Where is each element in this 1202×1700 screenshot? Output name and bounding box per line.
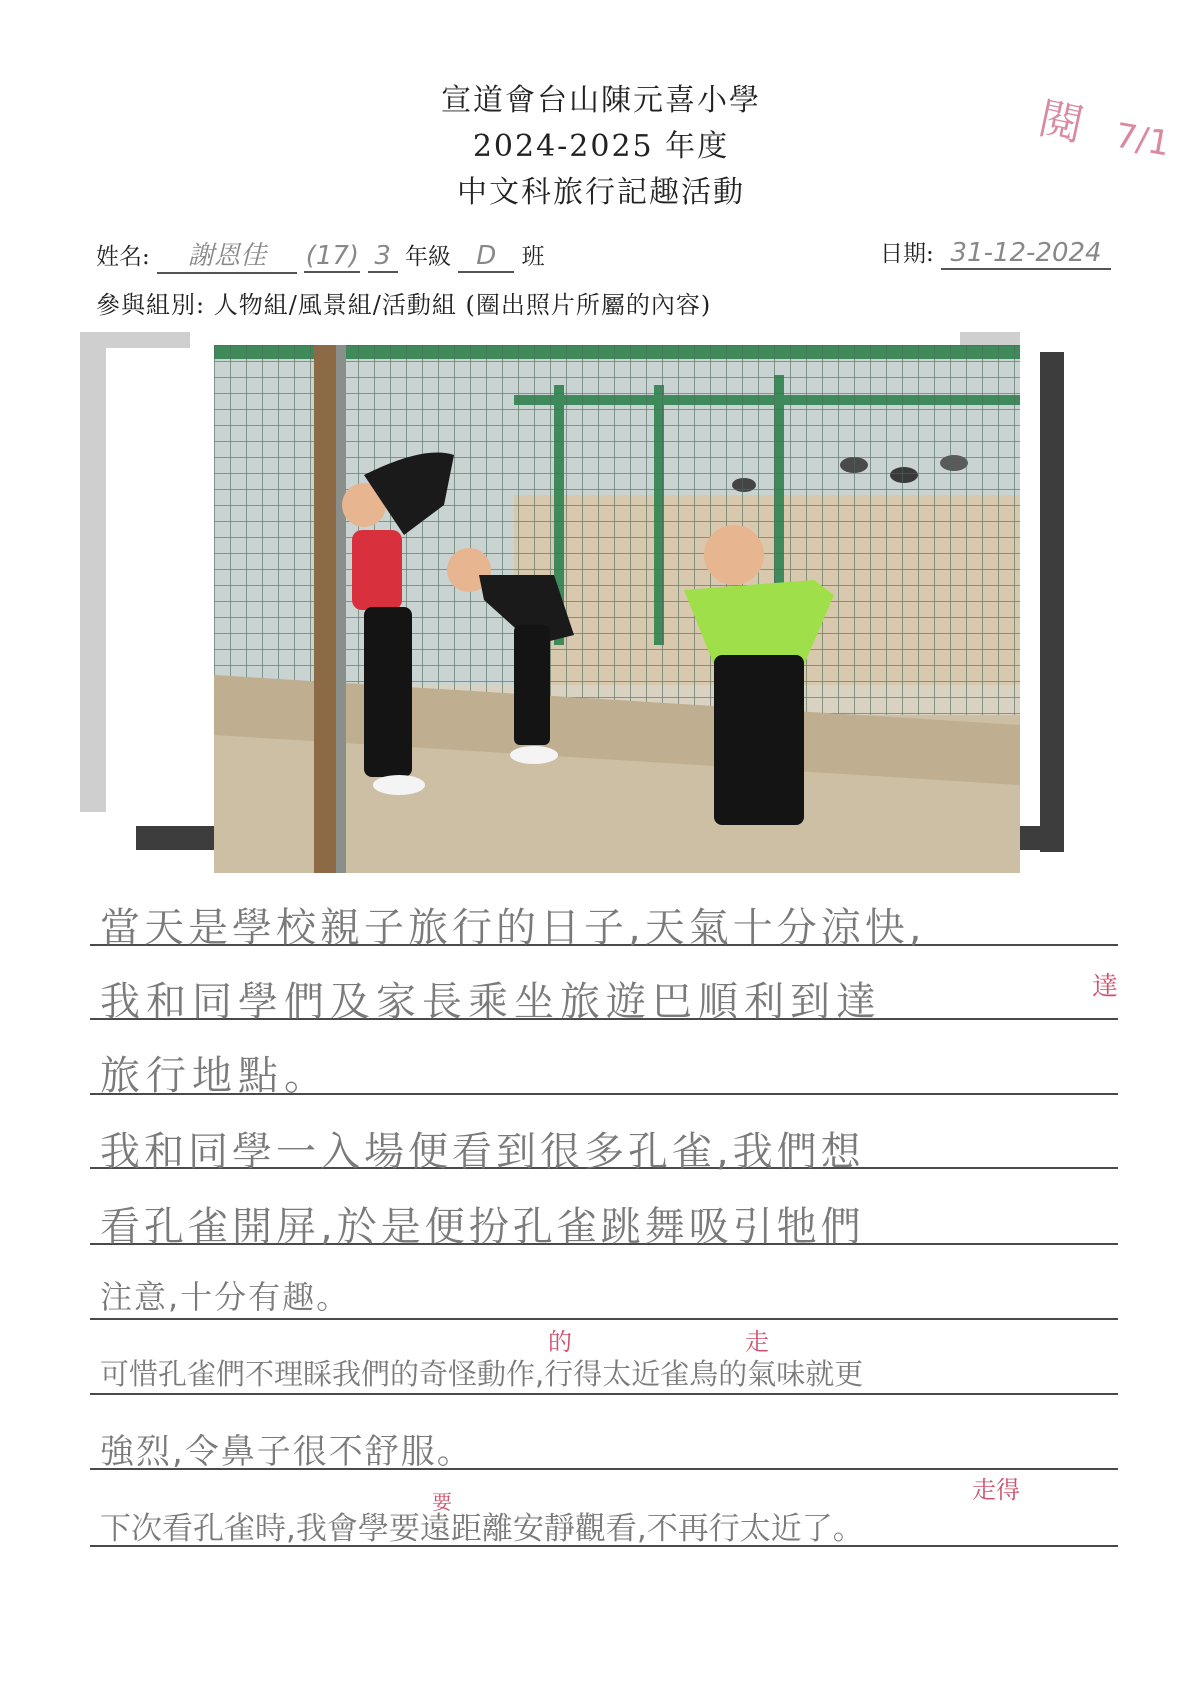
teacher-date-mark: 7/1 bbox=[1111, 115, 1173, 165]
school-year: 2024-2025 年度 bbox=[472, 129, 730, 164]
correction-mark: 走 bbox=[745, 1328, 769, 1356]
correction-mark: 要 bbox=[432, 1490, 452, 1514]
date-field: 31-12-2024 bbox=[941, 238, 1111, 270]
trip-photo bbox=[214, 345, 1020, 873]
essay-line-6: 注意,十分有趣。 bbox=[100, 1278, 351, 1316]
grade-field: 3 bbox=[368, 241, 398, 273]
ruled-line bbox=[90, 1318, 1118, 1320]
student-info-row bbox=[96, 235, 545, 274]
frame-bar-left bbox=[80, 332, 106, 812]
worksheet-header bbox=[0, 78, 1202, 216]
activity-title: 中文科旅行記趣活動 bbox=[457, 175, 745, 210]
date-row bbox=[880, 235, 1111, 270]
class-number-field: (17) bbox=[305, 241, 360, 271]
group-selection-row: 參與組別: 人物組/風景組/活動組 (圈出照片所屬的內容) bbox=[96, 291, 712, 319]
class-field: D bbox=[458, 241, 514, 273]
essay-line-3: 旅行地點。 bbox=[100, 1053, 330, 1099]
essay-line-9: 下次看孔雀時,我會學要遠距離安靜觀看,不再行太近了。 bbox=[100, 1511, 864, 1547]
class-label: 班 bbox=[521, 244, 545, 270]
correction-mark: 的 bbox=[548, 1328, 572, 1356]
grade-label: 年級 bbox=[405, 244, 451, 270]
essay-line-8: 強烈,令鼻子很不舒服。 bbox=[100, 1432, 473, 1472]
teacher-read-stamp: 閱 bbox=[1034, 92, 1088, 152]
essay-line-4: 我和同學一入場便看到很多孔雀,我們想 bbox=[100, 1129, 865, 1175]
frame-bar-top-left bbox=[80, 332, 190, 348]
date-label: 日期: bbox=[880, 241, 934, 267]
ruled-line bbox=[90, 1393, 1118, 1395]
essay-line-2: 我和同學們及家長乘坐旅遊巴順利到達 bbox=[100, 979, 882, 1025]
essay-line-1: 當天是學校親子旅行的日子,天氣十分涼快, bbox=[100, 905, 926, 951]
correction-mark: 達 bbox=[1092, 972, 1119, 1002]
correction-mark: 走得 bbox=[972, 1476, 1020, 1504]
name-label: 姓名: bbox=[96, 244, 150, 270]
essay-line-7: 可惜孔雀們不理睬我們的奇怪動作,行得太近雀鳥的氣味就更 bbox=[100, 1357, 864, 1391]
name-field: 謝恩佳 bbox=[157, 235, 297, 274]
essay-line-5: 看孔雀開屏,於是便扮孔雀跳舞吸引牠們 bbox=[100, 1204, 865, 1250]
school-name: 宣道會台山陳元喜小學 bbox=[441, 83, 761, 118]
trip-photo-illustration bbox=[214, 345, 1020, 873]
frame-bar-right bbox=[1040, 352, 1064, 852]
